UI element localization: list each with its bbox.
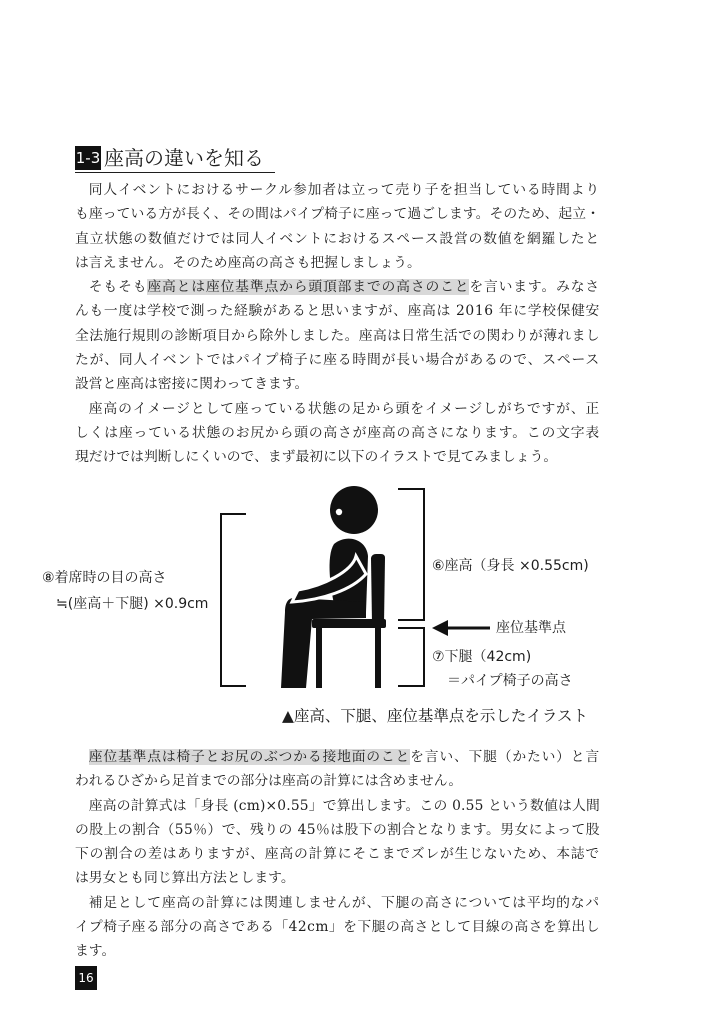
person-eye xyxy=(336,509,342,515)
chair-front-leg xyxy=(316,628,322,688)
left-arrow-icon xyxy=(432,620,448,636)
text-line xyxy=(75,745,600,769)
text-line: の股上の割合（55％）で、残りの 45％は股下の割合となります。男女によって股 xyxy=(75,821,600,838)
text-line: イプ椅子座る部分の高さである「42cm」を下腿の高さとして目線の高さを算出し xyxy=(75,919,600,936)
bracket-eye-height xyxy=(221,514,246,686)
figure-caption: ▲座高、下腿、座位基準点を示したイラスト xyxy=(282,707,588,725)
text-line: 全法施行規則の診断項目から除外しました。座高は日常生活での関わりが薄れまし xyxy=(75,327,600,344)
bracket-sitting-height xyxy=(398,489,424,620)
text-line: は言えません。そのため座高の高さも把握しましょう。 xyxy=(75,254,421,271)
section-heading xyxy=(75,144,275,173)
bracket-lower-leg xyxy=(398,628,424,686)
paragraph-6 xyxy=(75,891,600,964)
paragraph-4 xyxy=(75,745,600,794)
paragraph-2 xyxy=(75,275,600,396)
lower-leg-note: ＝パイプ椅子の高さ xyxy=(447,673,573,689)
text-line: んも一度は学校で測った経験があると思いますが、座高は 2016 年に学校保健安 xyxy=(75,303,600,320)
section-number-badge: 1-3 xyxy=(75,146,101,170)
text-segment: そもそも xyxy=(88,279,148,296)
seated-height-illustration xyxy=(200,480,500,700)
sitting-height-label: ⑥座高（身長 ×0.55cm) xyxy=(432,558,589,574)
text-line: 座高の計算式は「身長 (cm)×0.55」で算出します。この 0.55 という数値は人間 xyxy=(88,797,600,814)
chair-back xyxy=(371,554,385,624)
text-line: は男女とも同じ算出方法とします。 xyxy=(75,870,295,887)
paragraph-5 xyxy=(75,794,600,891)
highlighted-definition: 座位基準点は椅子とお尻のぶつかる接地面のこと xyxy=(88,749,411,765)
section-title: 座高の違いを知る xyxy=(104,146,264,170)
text-line: 現だけでは判断しにくいので、まず最初に以下のイラストで見てみましょう。 xyxy=(75,449,558,466)
text-line: たが、同人イベントではパイプ椅子に座る時間が長い場合があるので、スペース xyxy=(75,352,600,369)
text-line: 座高のイメージとして座っている状態の足から頭をイメージしがちですが、正 xyxy=(88,400,600,417)
chair-rear-leg xyxy=(375,628,381,688)
text-segment: を言います。みなさ xyxy=(469,279,601,296)
paragraph-1 xyxy=(75,178,600,275)
text-line: も座っている方が長く、その間はパイプ椅子に座って過ごします。そのため、起立・ xyxy=(75,206,600,223)
page-number: 16 xyxy=(75,966,97,990)
text-line: 設営と座高は密接に関わってきます。 xyxy=(75,376,309,393)
body-text-upper xyxy=(75,178,600,470)
text-line xyxy=(75,275,600,299)
highlighted-definition: 座高とは座位基準点から頭頂部までの高さのこと xyxy=(147,279,470,296)
body-text-lower xyxy=(75,745,600,964)
text-line: しくは座っている状態のお尻から頭の高さが座高の高さになります。この文字表 xyxy=(75,424,600,441)
chair-seat xyxy=(312,619,386,628)
eye-height-label: ⑧着席時の目の高さ xyxy=(42,570,167,586)
paragraph-3 xyxy=(75,397,600,470)
text-line: 補足として座高の計算には関連しませんが、下腿の高さについては平均的なパ xyxy=(88,894,600,911)
lower-leg-label: ⑦下腿（42cm) xyxy=(432,649,532,665)
person-leg xyxy=(281,598,366,688)
seat-reference-label: 座位基準点 xyxy=(496,620,566,636)
text-line: ます。 xyxy=(75,943,116,960)
text-line: 直立状態の数値だけでは同人イベントにおけるスペース設営の数値を網羅したと xyxy=(75,230,600,247)
eye-height-formula: ≒(座高＋下腿) ×0.9cm xyxy=(56,596,209,612)
text-line: 下の割合の差はありますが、座高の計算にそこまでズレが生じないため、本誌で xyxy=(75,846,600,863)
text-segment: を言い、下腿（かたい）と言 xyxy=(410,749,600,765)
text-line: われるひざから足首までの部分は座高の計算には含めません。 xyxy=(75,773,463,790)
text-line: 同人イベントにおけるサークル参加者は立って売り子を担当している時間より xyxy=(88,182,600,198)
